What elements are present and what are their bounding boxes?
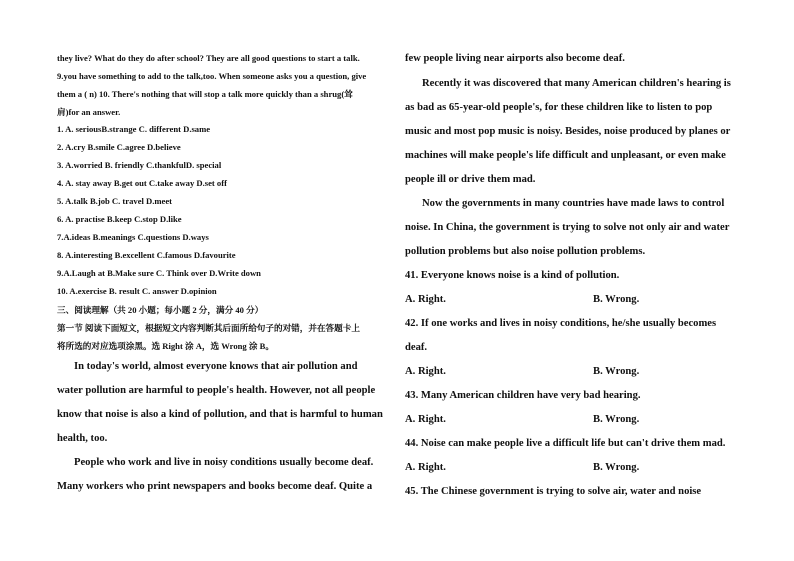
right-passage-line-9: pollution problems but also noise pollution problems.	[405, 246, 646, 257]
intro-line-4: 肩)for an answer.	[57, 107, 121, 117]
option-line-9: 9.A.Laugh at B.Make sure C. Think over D.Write down	[57, 268, 261, 278]
option-line-7: 7.A.ideas B.meanings C.questions D.ways	[57, 232, 209, 242]
right-passage-line-8: noise. In China, the government is trying to solve not only air and water	[405, 222, 730, 233]
option-line-1: 1. A. seriousB.strange C. different D.same	[57, 124, 211, 134]
right-passage-line-6: people ill or drive them mad.	[405, 174, 536, 185]
question-42-option-a: A. Right.	[405, 366, 446, 377]
right-passage-line-3: as bad as 65-year-old people's, for these children like to listen to pop	[405, 102, 713, 113]
question-41: 41. Everyone knows noise is a kind of pollution.	[405, 270, 620, 281]
option-line-5: 5. A.talk B.job C. travel D.meet	[57, 196, 173, 206]
option-line-3: 3. A.worried B. friendly C.thankfulD. special	[57, 160, 222, 170]
question-41-option-b: B. Wrong.	[593, 294, 640, 305]
right-passage-line-1: few people living near airports also become deaf.	[405, 53, 625, 64]
question-42-line-1: 42. If one works and lives in noisy conditions, he/she usually becomes	[405, 318, 717, 329]
question-44: 44. Noise can make people live a difficult life but can't drive them mad.	[405, 438, 726, 449]
question-45: 45. The Chinese government is trying to solve air, water and noise	[405, 486, 702, 497]
option-line-2: 2. A.cry B.smile C.agree D.believe	[57, 142, 181, 152]
section-heading: 三、阅读理解（共 20 小题；每小题 2 分，满分 40 分）	[57, 305, 264, 315]
option-line-4: 4. A. stay away B.get out C.take away D.set off	[57, 178, 227, 188]
passage-line-4: health, too.	[57, 433, 108, 444]
option-line-8: 8. A.interesting B.excellent C.famous D.favourite	[57, 250, 236, 260]
passage-line-3: know that noise is also a kind of pollution, and that is harmful to human	[57, 409, 383, 420]
passage-line-2: water pollution are harmful to people's health. However, not all people	[57, 385, 376, 396]
instruction-line-1: 第一节 阅读下面短文，根据短文内容判断其后面所给句子的对错，并在答题卡上	[57, 323, 360, 333]
passage-line-6: Many workers who print newspapers and books become deaf. Quite a	[57, 481, 373, 492]
question-43-option-a: A. Right.	[405, 414, 446, 425]
option-line-6: 6. A. practise B.keep C.stop D.like	[57, 214, 182, 224]
passage-line-1: In today's world, almost everyone knows that air pollution and	[74, 361, 358, 372]
right-passage-line-7: Now the governments in many countries have made laws to control	[422, 198, 725, 209]
question-42-line-2: deaf.	[405, 342, 428, 353]
intro-line-3: them a ( n) 10. There's nothing that will stop a talk more quickly than a shrug(耸	[57, 89, 353, 99]
right-passage-line-4: music and most pop music is noisy. Besides, noise produced by planes or	[405, 126, 731, 137]
right-passage-line-2: Recently it was discovered that many American children's hearing is	[422, 78, 731, 89]
intro-line-1: they live? What do they do after school? They are all good questions to start a talk.	[57, 53, 360, 63]
question-44-option-b: B. Wrong.	[593, 462, 640, 473]
question-43: 43. Many American children have very bad hearing.	[405, 390, 641, 401]
question-42-option-b: B. Wrong.	[593, 366, 640, 377]
intro-line-2: 9.you have something to add to the talk,too. When someone asks you a question, give	[57, 71, 367, 81]
right-passage-line-5: machines will make people's life difficult and unpleasant, or even make	[405, 150, 726, 161]
question-43-option-b: B. Wrong.	[593, 414, 640, 425]
question-41-option-a: A. Right.	[405, 294, 446, 305]
question-44-option-a: A. Right.	[405, 462, 446, 473]
option-line-10: 10. A.exercise B. result C. answer D.opinion	[57, 286, 217, 296]
passage-line-5: People who work and live in noisy conditions usually become deaf.	[74, 457, 374, 468]
instruction-line-2: 将所选的对应选项涂黑。选 Right 涂 A，选 Wrong 涂 B。	[57, 341, 274, 351]
